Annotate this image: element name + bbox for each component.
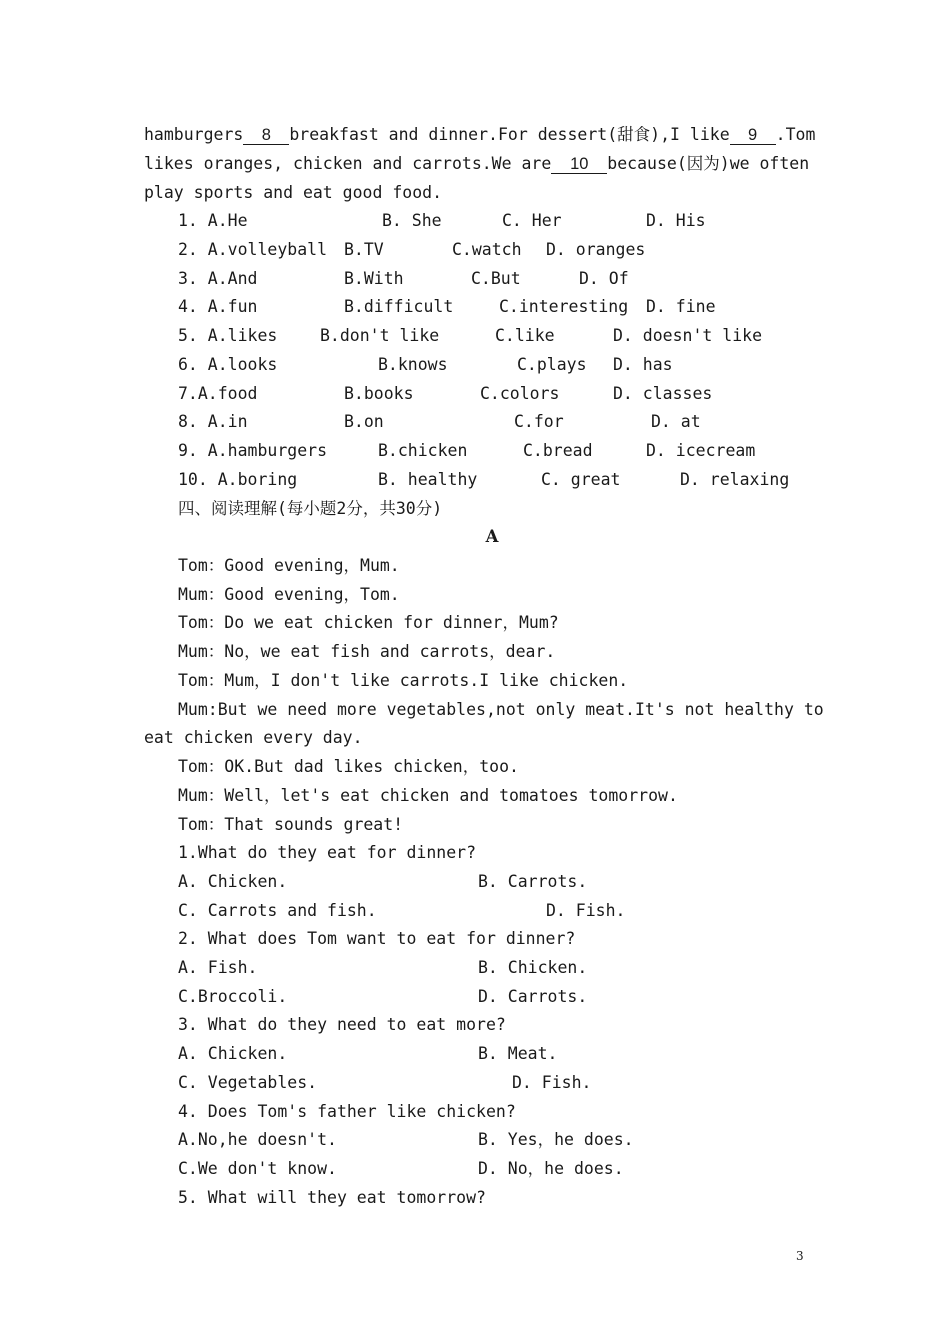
option-d: D. fine bbox=[646, 297, 716, 316]
cloze-text: .Tom bbox=[775, 125, 816, 144]
blank-8: 8 bbox=[243, 126, 289, 145]
option-a: 4. A.fun bbox=[178, 297, 258, 316]
option-d: D. oranges bbox=[546, 240, 646, 259]
answer-a: A. Chicken. bbox=[178, 1044, 288, 1063]
question-5: 5. What will they eat tomorrow? bbox=[178, 1188, 486, 1207]
answer-a: A.No,he doesn't. bbox=[178, 1130, 337, 1149]
answer-d: D. Fish. bbox=[546, 901, 626, 920]
option-c: C.for bbox=[514, 412, 564, 431]
dialogue-line: Tom：Do we eat chicken for dinner，Mum? bbox=[178, 613, 559, 632]
option-b: B.on bbox=[344, 412, 384, 431]
option-c: C. great bbox=[541, 470, 621, 489]
option-b: B.difficult bbox=[344, 297, 454, 316]
answer-a: A. Chicken. bbox=[178, 872, 288, 891]
option-d: D. Of bbox=[579, 269, 629, 288]
option-b: B. healthy bbox=[378, 470, 478, 489]
section-heading: 四、阅读理解(每小题2分，共30分) bbox=[178, 499, 443, 518]
dialogue-line: Mum：Well，let's eat chicken and tomatoes tomorrow. bbox=[178, 786, 678, 805]
dialogue-line: Tom：Mum，I don't like carrots.I like chicken. bbox=[178, 671, 629, 690]
blank-10: 10 bbox=[551, 155, 607, 174]
option-c: C.bread bbox=[523, 441, 593, 460]
option-b: B.knows bbox=[378, 355, 448, 374]
option-a: 5. A.likes bbox=[178, 326, 278, 345]
option-c: C.plays bbox=[517, 355, 587, 374]
option-b: B.With bbox=[344, 269, 404, 288]
page-number: 3 bbox=[796, 1249, 804, 1263]
dialogue-line: Mum：No，we eat fish and carrots，dear. bbox=[178, 642, 556, 661]
question-4: 4. Does Tom's father like chicken? bbox=[178, 1102, 516, 1121]
answer-c: C.Broccoli. bbox=[178, 987, 288, 1006]
dialogue-line: Tom：OK.But dad likes chicken，too. bbox=[178, 757, 519, 776]
option-c: C.colors bbox=[480, 384, 560, 403]
option-c: C. Her bbox=[502, 211, 562, 230]
option-b: B.don't like bbox=[320, 326, 440, 345]
cloze-text: because(因为)we often bbox=[607, 154, 810, 173]
option-a: 3. A.And bbox=[178, 269, 258, 288]
option-a: 9. A.hamburgers bbox=[178, 441, 328, 460]
cloze-text: likes oranges, chicken and carrots.We are bbox=[144, 154, 552, 173]
option-a: 6. A.looks bbox=[178, 355, 278, 374]
dialogue-line: Tom：Good evening，Mum. bbox=[178, 556, 400, 575]
option-c: C.like bbox=[495, 326, 555, 345]
answer-b: B. Chicken. bbox=[478, 958, 588, 977]
question-1: 1.What do they eat for dinner? bbox=[178, 843, 477, 862]
option-a: 8. A.in bbox=[178, 412, 248, 431]
passage-title: A bbox=[485, 527, 499, 546]
option-d: D. relaxing bbox=[680, 470, 790, 489]
option-b: B.chicken bbox=[378, 441, 468, 460]
option-b: B. She bbox=[382, 211, 442, 230]
answer-c: C.We don't know. bbox=[178, 1159, 337, 1178]
answer-d: D. Fish. bbox=[512, 1073, 592, 1092]
cloze-text: breakfast and dinner.For dessert(甜食),I like bbox=[289, 125, 730, 144]
option-a: 1. A.He bbox=[178, 211, 248, 230]
option-d: D. at bbox=[651, 412, 701, 431]
answer-d: D. No，he does. bbox=[478, 1159, 624, 1178]
option-b: B.books bbox=[344, 384, 414, 403]
option-c: C.But bbox=[471, 269, 521, 288]
option-a: 10. A.boring bbox=[178, 470, 298, 489]
option-a: 2. A.volleyball bbox=[178, 240, 328, 259]
dialogue-line: Tom：That sounds great! bbox=[178, 815, 404, 834]
answer-b: B. Meat. bbox=[478, 1044, 558, 1063]
answer-b: B. Yes，he does. bbox=[478, 1130, 634, 1149]
cloze-text: hamburgers bbox=[144, 125, 244, 144]
blank-9: 9 bbox=[730, 126, 776, 145]
answer-b: B. Carrots. bbox=[478, 872, 588, 891]
question-2: 2. What does Tom want to eat for dinner? bbox=[178, 929, 576, 948]
option-d: D. His bbox=[646, 211, 706, 230]
option-d: D. doesn't like bbox=[613, 326, 763, 345]
option-a: 7.A.food bbox=[178, 384, 258, 403]
cloze-line-2 bbox=[144, 154, 950, 174]
option-d: D. classes bbox=[613, 384, 713, 403]
cloze-line-3: play sports and eat good food. bbox=[144, 183, 443, 202]
dialogue-line: eat chicken every day. bbox=[144, 728, 363, 747]
option-c: C.watch bbox=[452, 240, 522, 259]
question-3: 3. What do they need to eat more? bbox=[178, 1015, 506, 1034]
cloze-line-1 bbox=[144, 125, 950, 145]
option-b: B.TV bbox=[344, 240, 384, 259]
answer-c: C. Vegetables. bbox=[178, 1073, 318, 1092]
answer-d: D. Carrots. bbox=[478, 987, 588, 1006]
dialogue-line: Mum:But we need more vegetables,not only meat.It's not healthy to bbox=[178, 700, 824, 719]
answer-c: C. Carrots and fish. bbox=[178, 901, 377, 920]
option-d: D. icecream bbox=[646, 441, 756, 460]
option-d: D. has bbox=[613, 355, 673, 374]
dialogue-line: Mum：Good evening，Tom. bbox=[178, 585, 400, 604]
answer-a: A. Fish. bbox=[178, 958, 258, 977]
option-c: C.interesting bbox=[499, 297, 629, 316]
